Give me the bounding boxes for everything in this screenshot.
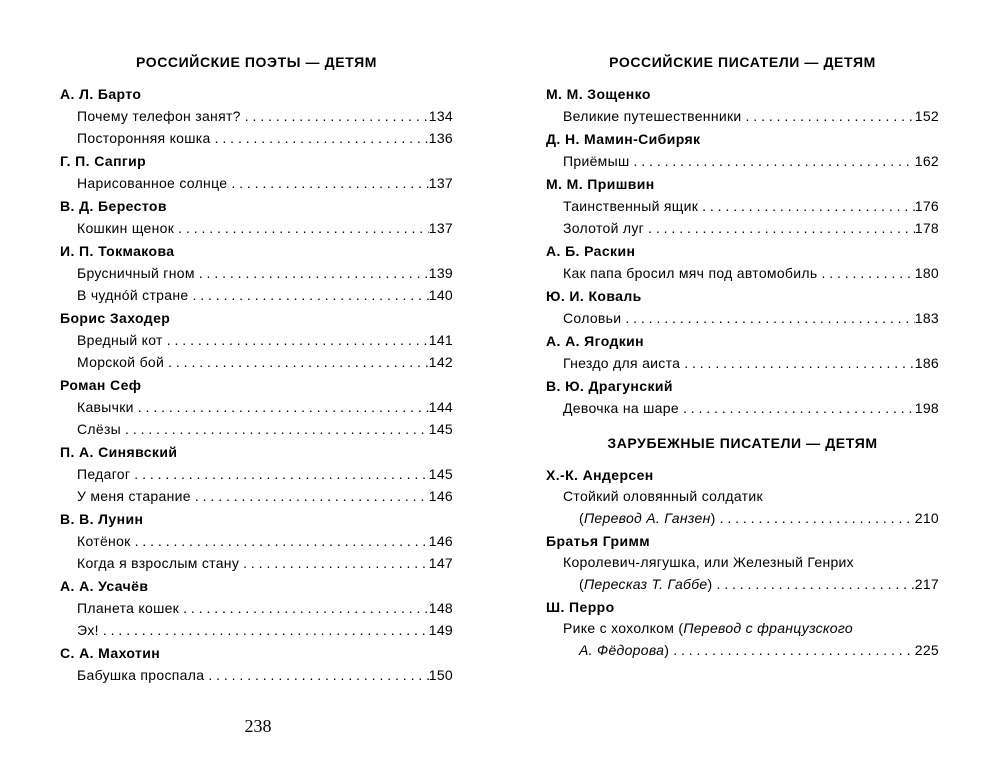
section-title-foreign: ЗАРУБЕЖНЫЕ ПИСАТЕЛИ — ДЕТЯМ bbox=[607, 435, 878, 451]
dot-leader bbox=[241, 105, 429, 127]
page-ref: 210 bbox=[914, 510, 939, 526]
work-title: Великие путешественники bbox=[563, 108, 742, 124]
toc-entry-line1[interactable] bbox=[546, 486, 939, 507]
page-ref: 225 bbox=[914, 642, 939, 658]
page-ref: 149 bbox=[428, 622, 453, 638]
page-ref: 139 bbox=[428, 265, 453, 281]
author-name: А. Л. Барто bbox=[60, 86, 142, 102]
author-name: В. Д. Берестов bbox=[60, 198, 167, 214]
dot-leader bbox=[629, 150, 914, 172]
page-ref: 140 bbox=[428, 287, 453, 303]
toc-entry[interactable] bbox=[60, 619, 453, 641]
work-title: Почему телефон занят? bbox=[77, 108, 241, 124]
author-name: Ю. И. Коваль bbox=[546, 288, 642, 304]
work-title: Девочка на шаре bbox=[563, 400, 679, 416]
page-ref: 152 bbox=[914, 108, 939, 124]
dot-leader bbox=[163, 329, 429, 351]
page-ref: 142 bbox=[428, 354, 453, 370]
author-name: С. А. Махотин bbox=[60, 645, 161, 661]
toc-entry-line2[interactable]: (Пересказ Т. Габбе) . . . 217 bbox=[546, 573, 939, 595]
dot-leader bbox=[121, 418, 429, 440]
dot-leader bbox=[621, 307, 914, 329]
toc-entry[interactable] bbox=[60, 396, 453, 418]
dot-leader bbox=[195, 262, 429, 284]
page-ref: 141 bbox=[428, 332, 453, 348]
translator-credit: Перевод с французского bbox=[683, 620, 853, 636]
toc-entry[interactable] bbox=[60, 127, 453, 149]
dot-leader bbox=[644, 217, 915, 239]
toc-entry[interactable] bbox=[60, 664, 453, 686]
dot-leader bbox=[134, 396, 429, 418]
dot-leader bbox=[99, 619, 429, 641]
page-ref: 136 bbox=[428, 130, 453, 146]
toc-entry[interactable] bbox=[546, 262, 939, 284]
translator-name: А. Фёдорова bbox=[579, 642, 665, 658]
dot-leader bbox=[164, 351, 429, 373]
toc-entry[interactable] bbox=[546, 307, 939, 329]
work-title: Соловьи bbox=[563, 310, 622, 326]
author-name: М. М. Зощенко bbox=[546, 86, 651, 102]
page-ref: 178 bbox=[914, 220, 939, 236]
author-name: Х.-К. Андерсен bbox=[546, 467, 654, 483]
author-name: В. Ю. Драгунский bbox=[546, 378, 673, 394]
author-name: Братья Гримм bbox=[546, 533, 650, 549]
work-title: Педагог bbox=[77, 466, 131, 482]
dot-leader bbox=[742, 105, 915, 127]
work-title: Бабушка проспала bbox=[77, 667, 205, 683]
author-name: Борис Заходер bbox=[60, 310, 171, 326]
translator-credit: Перевод А. Ганзен bbox=[583, 510, 711, 526]
page-number: 238 bbox=[244, 716, 272, 736]
author-name: Г. П. Сапгир bbox=[60, 153, 147, 169]
page-ref: 146 bbox=[428, 488, 453, 504]
work-title: Золотой луг bbox=[563, 220, 645, 236]
dot-leader bbox=[698, 195, 915, 217]
page-ref: 217 bbox=[914, 576, 939, 592]
work-title: Стойкий оловянный солдатик bbox=[563, 488, 763, 504]
dot-leader bbox=[174, 217, 429, 239]
dot-leader bbox=[669, 639, 915, 661]
dot-leader bbox=[679, 397, 915, 419]
work-title: Таинственный ящик bbox=[563, 198, 699, 214]
work-title: Котёнок bbox=[77, 533, 131, 549]
author-name: Д. Н. Мамин-Сибиряк bbox=[546, 131, 701, 147]
author-name: А. Б. Раскин bbox=[546, 243, 636, 259]
page-ref: 146 bbox=[428, 533, 453, 549]
page-ref: 137 bbox=[428, 175, 453, 191]
dot-leader bbox=[179, 597, 429, 619]
work-title: Планета кошек bbox=[77, 600, 180, 616]
toc-entry[interactable] bbox=[60, 217, 453, 239]
page-ref: 144 bbox=[428, 399, 453, 415]
translator-credit: Пересказ Т. Габбе bbox=[583, 576, 708, 592]
page-ref: 145 bbox=[428, 466, 453, 482]
work-title: Как папа бросил мяч под автомобиль bbox=[563, 265, 818, 281]
toc-entry[interactable] bbox=[546, 150, 939, 172]
toc-entry[interactable] bbox=[60, 485, 453, 507]
dot-leader bbox=[191, 485, 429, 507]
work-title: Слёзы bbox=[77, 421, 122, 437]
work-title: Королевич-лягушка, или Железный Генрих bbox=[563, 554, 854, 570]
work-title: Кошкин щенок bbox=[77, 220, 175, 236]
page-ref: 183 bbox=[914, 310, 939, 326]
work-title: Кавычки bbox=[77, 399, 134, 415]
right-column bbox=[546, 52, 939, 661]
toc-entry[interactable] bbox=[60, 530, 453, 552]
toc-entry-line1[interactable]: Рике с хохолком (Перевод с французского bbox=[563, 620, 853, 636]
work-title: Рике с хохолком bbox=[563, 620, 675, 636]
work-title: Приёмыш bbox=[563, 153, 630, 169]
toc-entry[interactable] bbox=[546, 195, 939, 217]
page-ref: 198 bbox=[914, 400, 939, 416]
author-name: В. В. Лунин bbox=[60, 511, 144, 527]
toc-entry[interactable] bbox=[60, 329, 453, 351]
dot-leader bbox=[817, 262, 914, 284]
toc-entry[interactable] bbox=[546, 217, 939, 239]
work-title: Посторонняя кошка bbox=[77, 130, 211, 146]
toc-entry[interactable] bbox=[60, 284, 453, 306]
dot-leader bbox=[130, 463, 428, 485]
toc-entry-line2[interactable]: (Перевод А. Ганзен) . . . 210 bbox=[546, 507, 939, 529]
work-title: Вредный кот bbox=[77, 332, 163, 348]
toc-entry[interactable] bbox=[60, 418, 453, 440]
toc-entry[interactable] bbox=[60, 351, 453, 373]
dot-leader bbox=[204, 664, 428, 686]
toc-entry[interactable] bbox=[60, 105, 453, 127]
dot-leader bbox=[188, 284, 428, 306]
dot-leader bbox=[239, 552, 429, 574]
toc-entry[interactable] bbox=[60, 463, 453, 485]
dot-leader bbox=[680, 352, 915, 374]
page-ref: 186 bbox=[914, 355, 939, 371]
author-name: А. А. Ягодкин bbox=[546, 333, 645, 349]
toc-entry[interactable] bbox=[546, 105, 939, 127]
page-ref: 150 bbox=[428, 667, 453, 683]
page-ref: 134 bbox=[428, 108, 453, 124]
author-name: М. М. Пришвин bbox=[546, 176, 655, 192]
dot-leader bbox=[211, 127, 429, 149]
work-title: В чуднóй стране bbox=[77, 287, 189, 303]
toc-entry[interactable] bbox=[546, 397, 939, 419]
dot-leader bbox=[712, 573, 914, 595]
section-title-poets: РОССИЙСКИЕ ПОЭТЫ — ДЕТЯМ bbox=[135, 54, 378, 70]
toc-entry[interactable] bbox=[60, 262, 453, 284]
toc-entry-line2[interactable]: А. Фёдорова) . . . 225 bbox=[546, 639, 939, 661]
toc-entry[interactable] bbox=[60, 552, 453, 574]
toc-entry-line1[interactable] bbox=[546, 552, 939, 573]
work-title: Эх! bbox=[77, 622, 99, 638]
section-title-writers: РОССИЙСКИЕ ПИСАТЕЛИ — ДЕТЯМ bbox=[609, 54, 876, 70]
left-column bbox=[60, 52, 453, 686]
work-title: Гнездо для аиста bbox=[563, 355, 681, 371]
page-ref: 148 bbox=[428, 600, 453, 616]
dot-leader bbox=[227, 172, 428, 194]
page-ref: 147 bbox=[428, 555, 453, 571]
author-name: И. П. Токмакова bbox=[60, 243, 175, 259]
work-title: Морской бой bbox=[77, 354, 165, 370]
work-title: Нарисованное солнце bbox=[77, 175, 228, 191]
author-name: Ш. Перро bbox=[546, 599, 615, 615]
page-ref: 180 bbox=[914, 265, 939, 281]
page-ref: 162 bbox=[914, 153, 939, 169]
page-ref: 145 bbox=[428, 421, 453, 437]
toc-entry[interactable] bbox=[60, 172, 453, 194]
toc-entry[interactable] bbox=[60, 597, 453, 619]
dot-leader bbox=[131, 530, 429, 552]
dot-leader bbox=[716, 507, 915, 529]
page-ref: 137 bbox=[428, 220, 453, 236]
author-name: А. А. Усачёв bbox=[60, 578, 149, 594]
author-name: П. А. Синявский bbox=[60, 444, 178, 460]
work-title: Когда я взрослым стану bbox=[77, 555, 240, 571]
page-ref: 176 bbox=[914, 198, 939, 214]
work-title: Брусничный гном bbox=[77, 265, 195, 281]
toc-entry[interactable] bbox=[546, 352, 939, 374]
author-name: Роман Сеф bbox=[60, 377, 142, 393]
work-title: У меня старание bbox=[77, 488, 191, 504]
